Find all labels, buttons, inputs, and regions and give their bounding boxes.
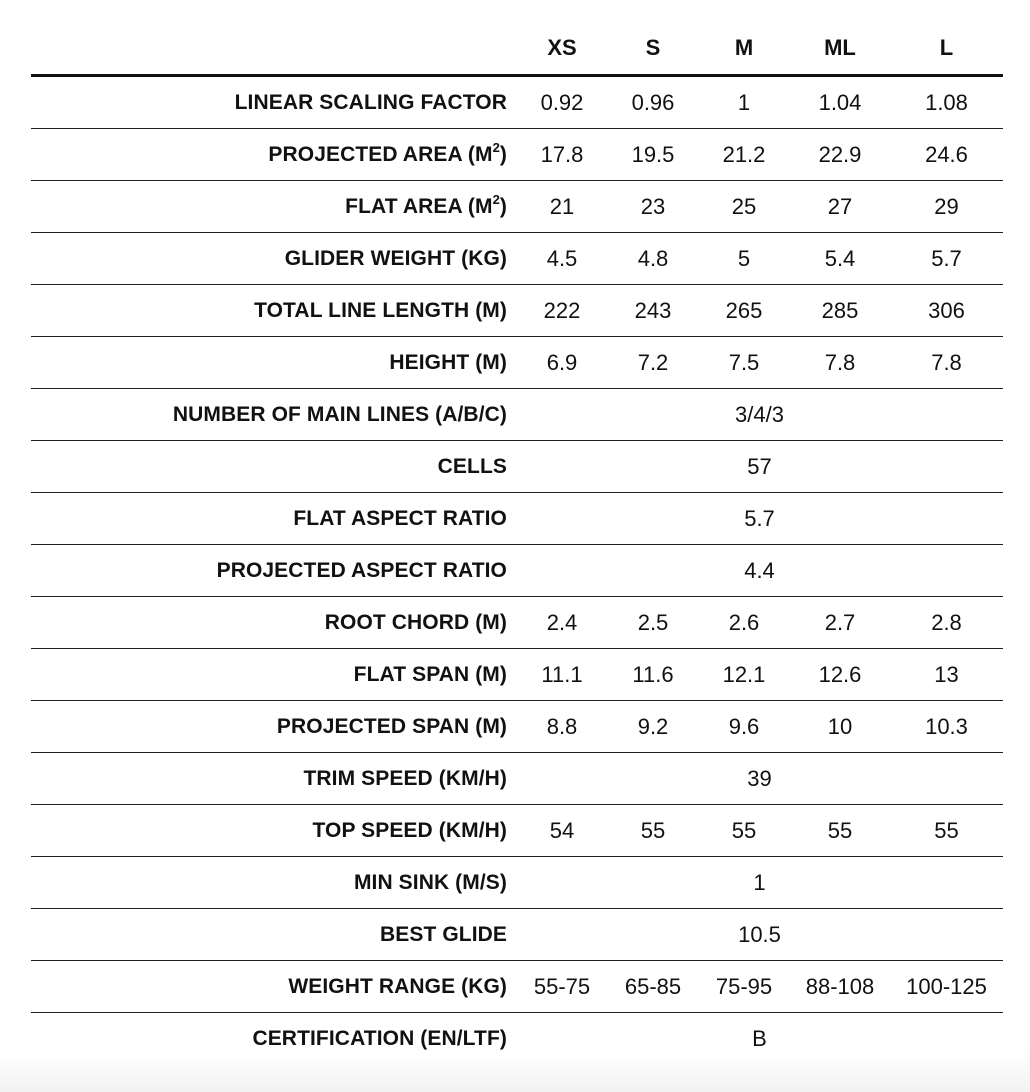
row-label: TRIM SPEED (KM/H) — [31, 753, 516, 805]
table-row — [31, 493, 1003, 545]
header-row — [31, 22, 1003, 76]
header-label-cell — [31, 22, 516, 76]
row-label: HEIGHT (M) — [31, 337, 516, 389]
cell-value: 5.4 — [790, 233, 890, 285]
cell-value: 1 — [698, 76, 790, 129]
row-label: WEIGHT RANGE (KG) — [31, 961, 516, 1013]
table-row — [31, 76, 1003, 129]
cell-value: 222 — [516, 285, 608, 337]
table-row — [31, 285, 1003, 337]
cell-value: 19.5 — [608, 129, 698, 181]
cell-value: 55 — [790, 805, 890, 857]
cell-value: 265 — [698, 285, 790, 337]
cell-value: 9.6 — [698, 701, 790, 753]
cell-value: 2.4 — [516, 597, 608, 649]
table-row — [31, 545, 1003, 597]
cell-value: 100-125 — [890, 961, 1003, 1013]
cell-value: 75-95 — [698, 961, 790, 1013]
table-row — [31, 961, 1003, 1013]
cell-value: 1.08 — [890, 76, 1003, 129]
cell-value: 54 — [516, 805, 608, 857]
cell-value: 4.8 — [608, 233, 698, 285]
shared-value: 57 — [516, 441, 1003, 493]
cell-value: 55 — [698, 805, 790, 857]
cell-value: 2.6 — [698, 597, 790, 649]
row-label: CERTIFICATION (EN/LTF) — [252, 1026, 507, 1050]
cell-value: 7.8 — [790, 337, 890, 389]
table-row — [31, 909, 1003, 961]
cell-value: 1.04 — [790, 76, 890, 129]
size-header-m: M — [698, 22, 790, 76]
cell-value: 306 — [890, 285, 1003, 337]
cell-value: 285 — [790, 285, 890, 337]
size-header-ml: ML — [790, 22, 890, 76]
cell-value: 55 — [608, 805, 698, 857]
table-row — [31, 389, 1003, 441]
table-row — [31, 181, 1003, 233]
size-header-s: S — [608, 22, 698, 76]
table-row — [31, 233, 1003, 285]
cell-value: 22.9 — [790, 129, 890, 181]
row-label: TOP SPEED (KM/H) — [31, 805, 516, 857]
table-row — [31, 1013, 1003, 1065]
cell-value: 4.5 — [516, 233, 608, 285]
row-label: PROJECTED AREA $(M^2)$ — [31, 129, 516, 181]
cell-value: 0.96 — [608, 76, 698, 129]
cell-value: 11.1 — [516, 649, 608, 701]
cell-value: 29 — [890, 181, 1003, 233]
shared-value: 3/4/3 — [516, 389, 1003, 441]
cell-value: 88-108 — [790, 961, 890, 1013]
cell-value: 5 — [698, 233, 790, 285]
cell-value: 55 — [890, 805, 1003, 857]
cell-value: 243 — [608, 285, 698, 337]
cell-value: 21 — [516, 181, 608, 233]
cell-value: 10 — [790, 701, 890, 753]
table-row — [31, 441, 1003, 493]
cell-value: 11.6 — [608, 649, 698, 701]
size-header-xs: XS — [516, 22, 608, 76]
row-label: NUMBER OF MAIN LINES (A/B/C) — [31, 389, 516, 441]
table-row — [31, 805, 1003, 857]
cell-value: 27 — [790, 181, 890, 233]
cell-value: 7.5 — [698, 337, 790, 389]
cell-value: 13 — [890, 649, 1003, 701]
cell-value: 2.8 — [890, 597, 1003, 649]
cell-value: 17.8 — [516, 129, 608, 181]
cell-value: 8.8 — [516, 701, 608, 753]
row-label: FLAT AREA $(M^2)$ — [31, 181, 516, 233]
cell-value: 7.8 — [890, 337, 1003, 389]
shared-value: 4.4 — [516, 545, 1003, 597]
shared-value: 10.5 — [516, 909, 1003, 961]
table-row — [31, 701, 1003, 753]
row-label: CELLS — [31, 441, 516, 493]
row-label: LINEAR SCALING FACTOR — [31, 76, 516, 129]
cell-value: 21.2 — [698, 129, 790, 181]
shared-value: 5.7 — [516, 493, 1003, 545]
table-row — [31, 649, 1003, 701]
cell-value: 2.5 — [608, 597, 698, 649]
row-label: MIN SINK (M/S) — [31, 857, 516, 909]
table-row — [31, 337, 1003, 389]
superscript: 2 — [492, 139, 500, 155]
cell-value: 12.1 — [698, 649, 790, 701]
cell-value: 6.9 — [516, 337, 608, 389]
cell-value: 55-75 — [516, 961, 608, 1013]
shared-value: 1 — [516, 857, 1003, 909]
row-label: ROOT CHORD (M) — [31, 597, 516, 649]
specs-table — [31, 22, 1003, 1064]
table-row — [31, 129, 1003, 181]
table-row — [31, 753, 1003, 805]
cell-value: 10.3 — [890, 701, 1003, 753]
cell-value: 5.7 — [890, 233, 1003, 285]
superscript: 2 — [492, 191, 500, 207]
cell-value: 2.7 — [790, 597, 890, 649]
row-label: PROJECTED ASPECT RATIO — [31, 545, 516, 597]
cell-value: 25 — [698, 181, 790, 233]
row-label: GLIDER WEIGHT (KG) — [31, 233, 516, 285]
table-body — [31, 76, 1003, 1065]
shared-value: B — [752, 1025, 767, 1051]
size-header-l: L — [890, 22, 1003, 76]
cell-value: 12.6 — [790, 649, 890, 701]
cell-value: 65-85 — [608, 961, 698, 1013]
cell-value: 0.92 — [516, 76, 608, 129]
table-row — [31, 597, 1003, 649]
row-label: FLAT ASPECT RATIO — [31, 493, 516, 545]
row-label: BEST GLIDE — [31, 909, 516, 961]
cell-value: 7.2 — [608, 337, 698, 389]
shared-value: 39 — [516, 753, 1003, 805]
cell-value: 9.2 — [608, 701, 698, 753]
table-row — [31, 857, 1003, 909]
row-label: PROJECTED SPAN (M) — [31, 701, 516, 753]
cell-value: 24.6 — [890, 129, 1003, 181]
cell-value: 23 — [608, 181, 698, 233]
row-label: FLAT SPAN (M) — [31, 649, 516, 701]
row-label: TOTAL LINE LENGTH (M) — [31, 285, 516, 337]
